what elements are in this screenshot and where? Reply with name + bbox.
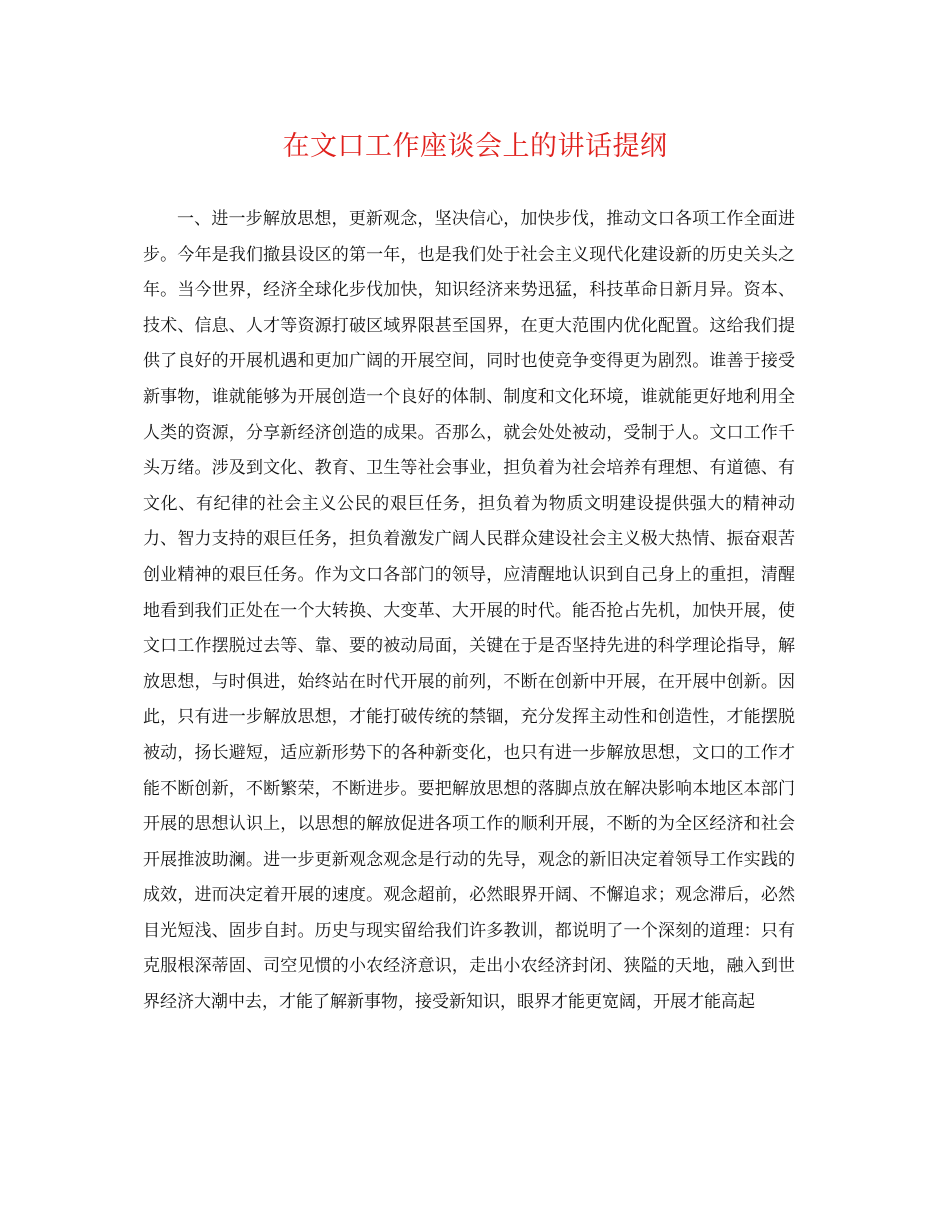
page-title: 在文口工作座谈会上的讲话提纲 (282, 131, 668, 162)
body-paragraph: 一、进一步解放思想，更新观念，坚决信心，加快步伐，推动文口各项工作全面进步。今年是我们撤县设区的第一年，也是我们处于社会主义现代化建设新的历史关头之年。当今世界，经济全球化步伐加快，知识经济来势迅猛，科技革命日新月异。资本、技术、信息、人才等资源打破区域界限甚至国界，在更大范围内优化配置。这给我们提供了良好的开展机遇和更加广阔的开展空间，同时也使竞争变得更为剧烈。谁善于接受新事物，谁就能够为开展创造一个良好的体制、制度和文化环境，谁就能更好地利用全人类的资源，分享新经济创造的成果。否那么，就会处处被动，受制于人。文口工作千头万绪。涉及到文化、教育、卫生等社会事业，担负着为社会培养有理想、有道德、有文化、有纪律的社会主义公民的艰巨任务，担负着为物质文明建设提供强大的精神动力、智力支持的艰巨任务，担负着激发广阔人民群众建设社会主义极大热情、振奋艰苦创业精神的艰巨任务。作为文口各部门的领导，应清醒地认识到自己身上的重担，清醒地看到我们正处在一个大转换、大变革、大开展的时代。能否抢占先机，加快开展，使文口工作摆脱过去等、靠、要的被动局面，关键在于是否坚持先进的科学理论指导，解放思想，与时俱进，始终站在时代开展的前列，不断在创新中开展，在开展中创新。因此，只有进一步解放思想，才能打破传统的禁锢，充分发挥主动性和创造性，才能摆脱被动，扬长避短，适应新形势下的各种新变化，也只有进一步解放思想，文口的工作才能不断创新，不断繁荣，不断进步。要把解放思想的落脚点放在解决影响本地区本部门开展的思想认识上，以思想的解放促进各项工作的顺利开展，不断的为全区经济和社会开展推波助澜。进一步更新观念观念是行动的先导，观念的新旧决定着领导工作实践的成效，进而决定着开展的速度。观念超前，必然眼界开阔、不懈追求；观念滞后，必然目光短浅、固步自封。历史与现实留给我们许多教训，都说明了一个深刻的道理：只有克服根深蒂固、司空见惯的小农经济意识，走出小农经济封闭、狭隘的天地，融入到世界经济大潮中去，才能了解新事物，接受新知识，眼界才能更宽阔，开展才能高起 (143, 209, 795, 1013)
